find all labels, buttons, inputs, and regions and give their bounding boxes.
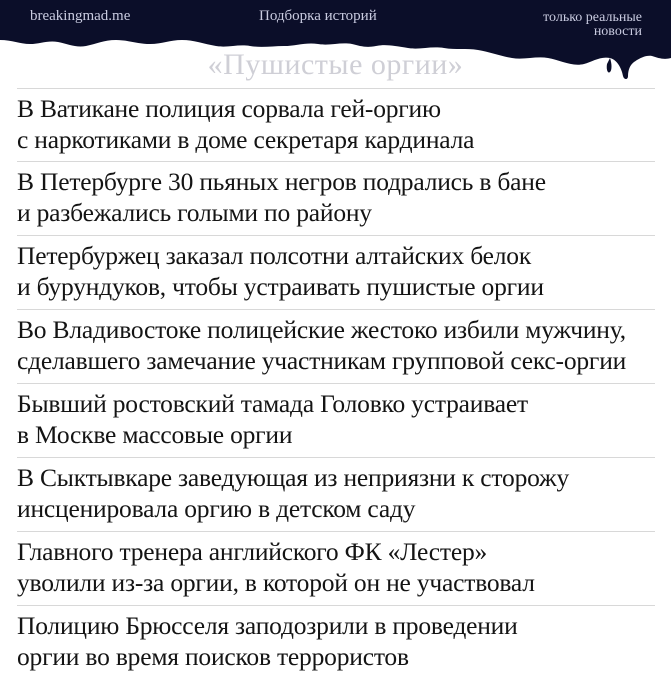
story-item bbox=[17, 235, 655, 309]
collection-title: «Пушистые оргии» bbox=[207, 48, 464, 81]
story-list bbox=[17, 88, 655, 679]
collection-link[interactable]: Подборка историй bbox=[259, 8, 377, 24]
story-headline-line: и бурундуков, чтобы устраивать пушистые оргии bbox=[17, 272, 544, 301]
story-link[interactable] bbox=[17, 314, 655, 376]
tagline: только реальные новости bbox=[543, 10, 642, 39]
story-headline-line: В Петербурге 30 пьяных негров подрались в бане bbox=[17, 167, 546, 196]
story-headline-line: оргии во время поисков террористов bbox=[17, 642, 409, 671]
site-name-link[interactable]: breakingmad.me bbox=[30, 8, 131, 24]
story-headline-line: Петербуржец заказал полсотни алтайских белок bbox=[17, 241, 532, 270]
story-item bbox=[17, 531, 655, 605]
story-item bbox=[17, 605, 655, 679]
story-item bbox=[17, 457, 655, 531]
story-link[interactable] bbox=[17, 93, 655, 155]
story-link[interactable] bbox=[17, 166, 655, 228]
story-item bbox=[17, 88, 655, 161]
story-link[interactable] bbox=[17, 388, 655, 450]
story-headline-line: сделавшего замечание участникам групповой секс-оргии bbox=[17, 346, 627, 375]
story-link[interactable] bbox=[17, 462, 655, 524]
story-link[interactable] bbox=[17, 536, 655, 598]
story-item bbox=[17, 161, 655, 235]
story-headline-line: В Сыктывкаре заведующая из неприязни к сторожу bbox=[17, 463, 569, 492]
story-headline-line: Во Владивостоке полицейские жестоко избили мужчину, bbox=[17, 315, 626, 344]
story-headline-line: Бывший ростовский тамада Головко устраивает bbox=[17, 389, 528, 418]
story-headline-line: и разбежались голыми по району bbox=[17, 198, 372, 227]
story-item bbox=[17, 309, 655, 383]
story-headline-line: уволили из-за оргии, в которой он не участвовал bbox=[17, 568, 535, 597]
story-headline-line: Главного тренера английского ФК «Лестер» bbox=[17, 537, 488, 566]
story-headline-line: с наркотиками в доме секретаря кардинала bbox=[17, 125, 475, 154]
story-link[interactable] bbox=[17, 240, 655, 302]
story-link[interactable] bbox=[17, 610, 655, 672]
story-item bbox=[17, 383, 655, 457]
story-headline-line: в Москве массовые оргии bbox=[17, 420, 293, 449]
story-headline-line: инсценировала оргию в детском саду bbox=[17, 494, 416, 523]
story-headline-line: В Ватикане полиция сорвала гей-оргию bbox=[17, 94, 441, 123]
story-headline-line: Полицию Брюсселя заподозрили в проведении bbox=[17, 611, 518, 640]
